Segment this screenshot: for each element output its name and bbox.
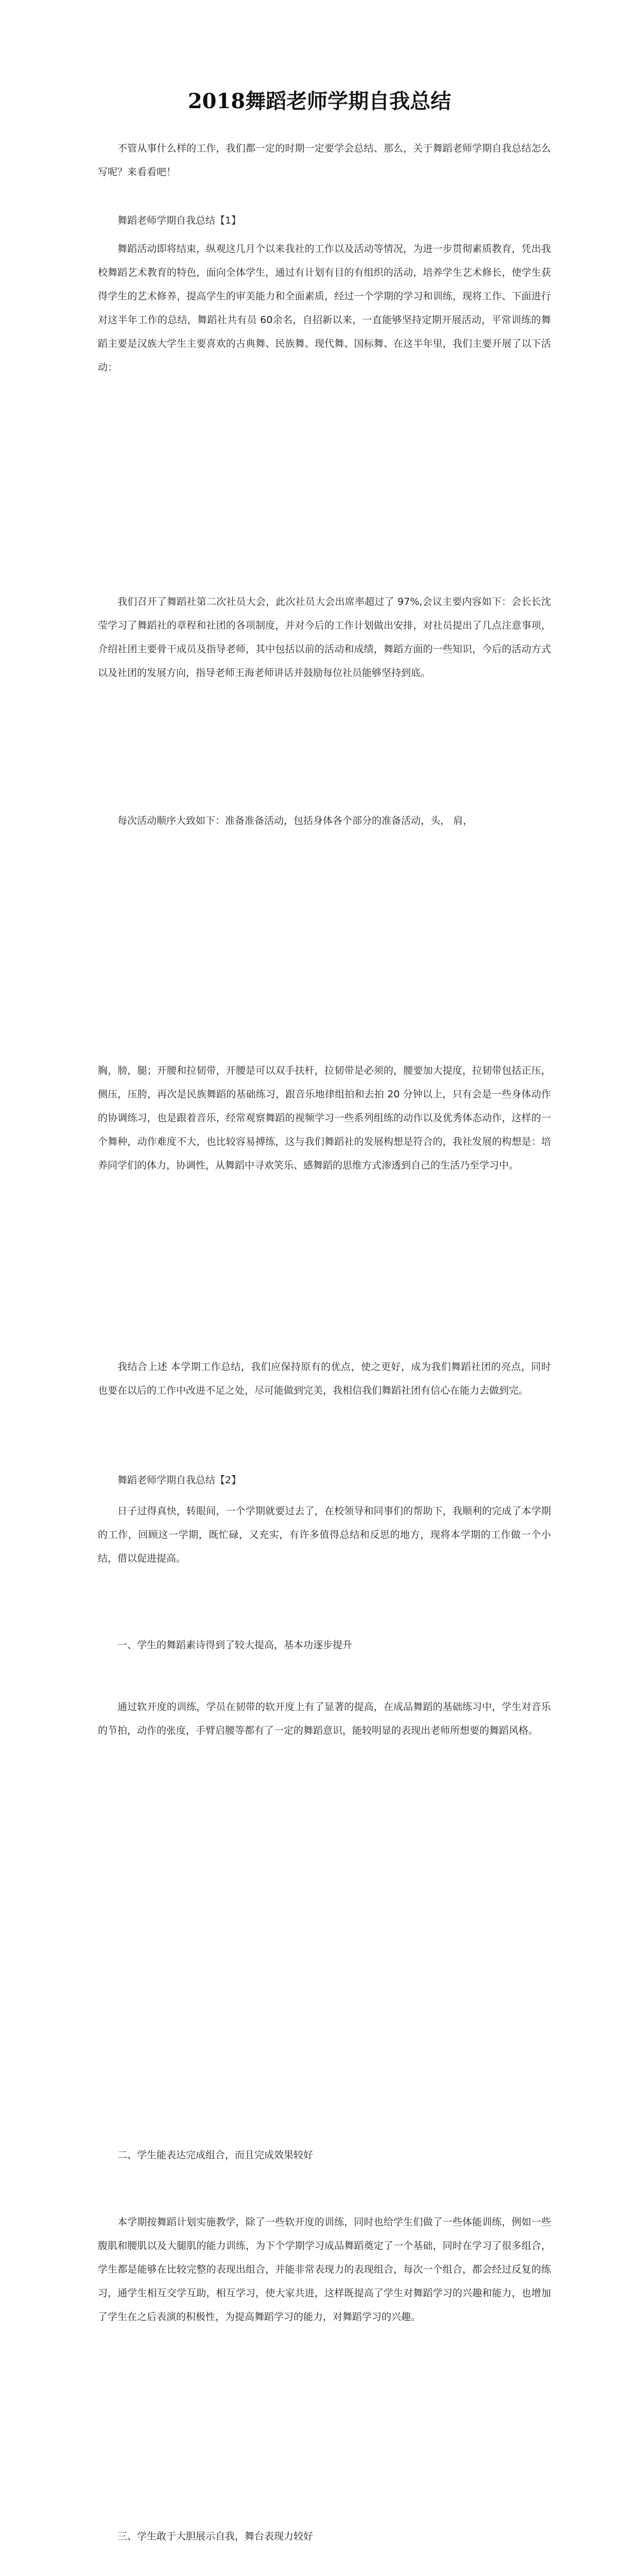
body-paragraph: 通过软开度的训练，学员在韧带的软开度上有了显著的提高，在成品舞蹈的基础练习中，学生对音乐的节拍，动作的张度，手臂启腰等都有了一定的舞蹈意识，能较明显的表现出老师所想要的舞蹈风格。	[98, 1701, 551, 1736]
body-paragraph: 舞蹈活动即将结束，纵观这几月个以来我社的工作以及活动等情况，为进一步贯彻素质教育，凭出我校舞蹈艺术教育的特色，面向全体学生，通过有计划有目的有组织的活动，培养学生艺术修长，使学生获得学生的艺术修养，提高学生的审美能力和全面素质，经过一个学期的学习和训练，现将工作、下面进行对这半年工作的总结，舞蹈社共有员 60余名，自招新以来，一直能够坚持定期开展活动，平常训练的舞蹈主要是汉族大学生主要喜欢的古典舞、民族舞、现代舞、国标舞、在这半年里，我们主要开展了以下活动：	[98, 243, 551, 373]
intro-paragraph: 不管从事什么样的工作，我们都一定的时期一定要学会总结、那么，关于舞蹈老师学期自我总结怎么写呢？来看看吧！	[98, 143, 551, 178]
body-paragraph: 我们召开了舞蹈社第二次社员大会，此次社员大会出席率超过了 97%,会议主要内容如下：会长长沈莹学习了舞蹈社的章程和社团的各项制度，并对今后的工作计划做出安排，对社员提出了几点注意事项，介绍社团主要骨干成员及指导老师，其中包括以前的活动和成绩，舞蹈方面的一些知识，今后的活动方式以及社团的发展方向，指导老师王海老师讲话并鼓励每位社员能够坚持到底。	[98, 596, 551, 679]
subheading: 二、学生能表达完成组合，而且完成效果较好	[117, 2149, 314, 2161]
subheading: 一、学生的舞蹈素诗得到了较大提高，基本功逐步提升	[117, 1639, 353, 1651]
body-paragraph: 本学期按舞蹈计划实施教学，除了一些软开度的训练，同时也给学生们做了一些体能训练，例如一些腹肌和腰肌以及大腿肌的能力训练，为下个学期学习成品舞蹈奠定了一个基础，同时在学习了很多组合，学生都是能够在比较完整的表现出组合，并能非常表现力的表现组合，每次一个组合，都会经过反复的练习，通学生相互交学互助，相互学习，使大家共进，这样既提高了学生对舞蹈学习的兴趣和能力，也增加了学生在之后表演的积极性，为提高舞蹈学习的能力，对舞蹈学习的兴趣。	[98, 2216, 551, 2323]
document-title: 2018舞蹈老师学期自我总结	[187, 89, 452, 113]
body-paragraph: 每次活动顺序大致如下：准备准备活动，包括身体各个部分的准备活动，头， 肩，	[117, 815, 473, 826]
section-heading-1: 舞蹈老师学期自我总结【1】	[117, 215, 241, 226]
body-paragraph: 日子过得真快，转眼间，一个学期就要过去了，在校领导和同事们的帮助下，我顺利的完成了本学期的工作，回顾这一学期，既忙碌，又充实，有许多值得总结和反思的地方，现将本学期的工作做一个小结，借以促进提高。	[98, 1505, 551, 1564]
body-paragraph: 胸，膀，腿；开腰和拉韧带，开腰是可以双手扶杆，拉韧带是必须的，腰要加大提度，拉韧带包括正压，侧压，压胯，再次是民族舞蹈的基础练习，跟音乐地律组拍和去拍 20 分钟以上，只有会是一些身体动作的协调练习，也是跟着音乐，经常观察舞蹈的视频学习一些系列组练的动作以及优秀体态动作，这样的一个舞种，动作难度不大，也比较容易搏练，这与我们舞蹈社的发展构想是符合的，我社发展的构想是：培养同学们的体力，协调性，从舞蹈中寻欢笑乐、感舞蹈的思维方式渗透到自己的生活乃至学习中。	[98, 1065, 551, 1171]
section-heading-2: 舞蹈老师学期自我总结【2】	[117, 1475, 241, 1486]
body-paragraph: 我结合上述 本学期工作总结，我们应保持原有的优点，使之更好，成为我们舞蹈社团的亮点，同时也要在以后的工作中改进不足之处，尽可能做到完美，我相信我们舞蹈社团有信心在能力去做到完。	[98, 1361, 551, 1396]
subheading: 三、学生敢于大胆展示自我，舞台表现力较好	[117, 2531, 314, 2542]
